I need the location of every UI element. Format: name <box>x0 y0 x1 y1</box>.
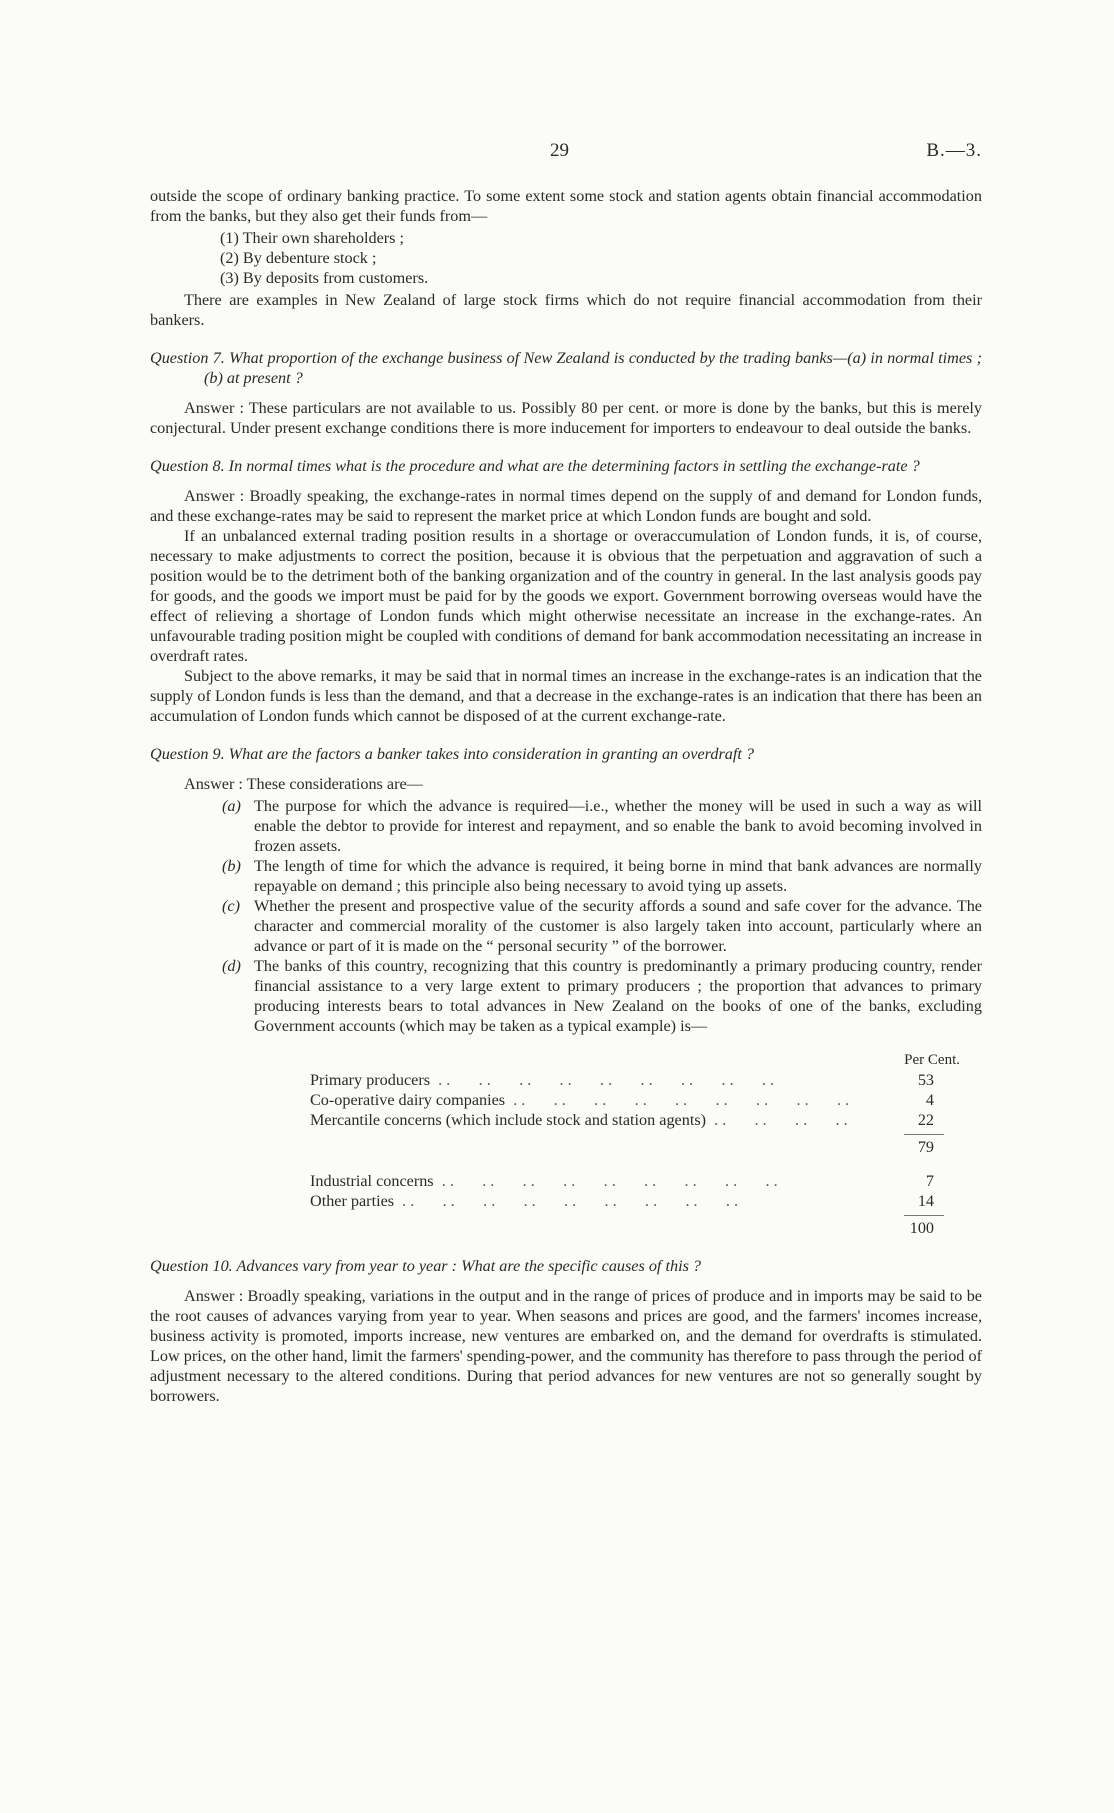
table-row <box>310 1110 960 1130</box>
answer-7: Answer : These particulars are not available to us. Possibly 80 per cent. or more is done by the banks, but this is merely conjectural. Under present exchange conditions there is more inducement for importers to endeavour to deal outside the banks. <box>150 399 982 437</box>
row-value: 22 <box>917 1111 934 1129</box>
question-10: Question 10. Advances vary from year to year : What are the specific causes of this ? <box>150 1257 702 1275</box>
document-reference: B.—3. <box>926 140 982 161</box>
table-row <box>310 1090 960 1110</box>
page-header <box>150 140 982 164</box>
answer-8-para-2: If an unbalanced external trading position results in a shortage or overaccumulation of London funds, it is, of course, necessary to make adjustments to correct the position, because it is obvious that the perpetuation and aggravation of such a position would be to the detriment both of the banking organization and of the country in general. In the last analysis goods pay for goods, and the goods we import must be paid for by the goods we export. Government borrowing overseas would have the effect of relieving a shortage of London funds which might otherwise necessitate an increase in the exchange-rates. An unfavourable trading position might be coupled with conditions of demand for bank accommodation necessitating an increase in overdraft rates. <box>150 527 982 665</box>
item-letter: (d) <box>222 957 241 975</box>
row-value: 4 <box>925 1091 934 1109</box>
question-9: Question 9. What are the factors a banker takes into consideration in granting an overdraft ? <box>150 745 754 763</box>
row-label: Co-operative dairy companies . . <box>310 1090 864 1110</box>
list-item: (1) Their own shareholders ; <box>220 229 405 247</box>
table-row <box>310 1070 960 1090</box>
subtotal-rule <box>904 1134 944 1135</box>
question-8: Question 8. In normal times what is the procedure and what are the determining factors in settling the exchange-rate ? <box>150 457 920 475</box>
total-value: 100 <box>909 1219 934 1237</box>
item-letter: (c) <box>222 897 240 915</box>
consideration-item <box>222 856 982 896</box>
item-text: The banks of this country, recognizing that this country is predominantly a primary producing country, render financial assistance to a very large extent to primary producers ; the proportion that advances to primary producing interests bears to total advances in New Zealand on the books of one of the banks, excluding Government accounts (which may be taken as a typical example) is— <box>254 957 982 1035</box>
row-label: Industrial concerns . . <box>310 1171 864 1191</box>
row-value: 53 <box>917 1071 934 1089</box>
item-letter: (a) <box>222 797 241 815</box>
item-text: The purpose for which the advance is required—i.e., whether the money will be used in such a way as will enable the debtor to provide for interest and repayment, and so enable the bank to avoid becoming involved in frozen assets. <box>254 797 982 855</box>
consideration-item <box>222 796 982 856</box>
row-value: 7 <box>925 1172 934 1190</box>
consideration-item <box>222 896 982 956</box>
question-7: Question 7. What proportion of the exchange business of New Zealand is conducted by the trading banks—(a) in normal times ; (b) at present ? <box>150 349 982 387</box>
item-text: The length of time for which the advance is required, it being borne in mind that bank advances are normally repayable on demand ; this principle also being necessary to avoid tying up assets. <box>254 857 982 895</box>
answer-9-intro: Answer : These considerations are— <box>184 775 423 793</box>
funds-source-list <box>220 228 982 288</box>
page-content <box>150 186 982 1406</box>
advances-table <box>310 1050 960 1238</box>
answer-8-para-1: Answer : Broadly speaking, the exchange-rates in normal times depend on the supply of and demand for London funds, and these exchange-rates may be said to represent the market price at which London funds are bought and sold. <box>150 487 982 525</box>
list-item: (2) By debenture stock ; <box>220 249 377 267</box>
answer-10: Answer : Broadly speaking, variations in the output and in the range of prices of produce and in imports may be said to be the root causes of advances varying from year to year. When seasons and prices are good, and the farmers' incomes increase, business activity is promoted, imports increase, new ventures are embarked on, and the demand for overdrafts is stimulated. Low prices, on the other hand, limit the farmers' spending-power, and the community has therefore to pass through the period of adjustment necessary to the altered conditions. During that period advances for new ventures are not so generally sought by borrowers. <box>150 1287 982 1405</box>
subtotal-value: 79 <box>917 1138 934 1156</box>
row-label: Mercantile concerns (which include stock and station agents) . . <box>310 1110 864 1130</box>
item-text: Whether the present and prospective value of the security affords a sound and safe cover for the advance. The character and commercial morality of the customer is also largely taken into account, particularly where an advance or part of it is made on the “ personal security ” of the borrower. <box>254 897 982 955</box>
row-label: Other parties . . <box>310 1191 864 1211</box>
table-row <box>310 1171 960 1191</box>
answer-8-para-3: Subject to the above remarks, it may be said that in normal times an increase in the exchange-rates is an indication that the supply of London funds is less than the demand, and that a decrease in the exchange-rates is an indication that there has been an accumulation of London funds which cannot be disposed of at the current exchange-rate. <box>150 667 982 725</box>
table-header: Per Cent. <box>904 1052 960 1068</box>
intro-paragraph-2: There are examples in New Zealand of large stock firms which do not require financial accommodation from their bankers. <box>150 291 982 329</box>
page-number: 29 <box>550 140 569 161</box>
item-letter: (b) <box>222 857 241 875</box>
table-row <box>310 1191 960 1211</box>
total-rule <box>904 1215 944 1216</box>
list-item: (3) By deposits from customers. <box>220 269 429 287</box>
intro-paragraph: outside the scope of ordinary banking practice. To some extent some stock and station agents obtain financial accommodation from the banks, but they also get their funds from— <box>150 187 982 225</box>
row-label: Primary producers . . <box>310 1070 864 1090</box>
row-value: 14 <box>917 1192 934 1210</box>
consideration-item <box>222 956 982 1036</box>
considerations-list <box>222 796 982 1036</box>
